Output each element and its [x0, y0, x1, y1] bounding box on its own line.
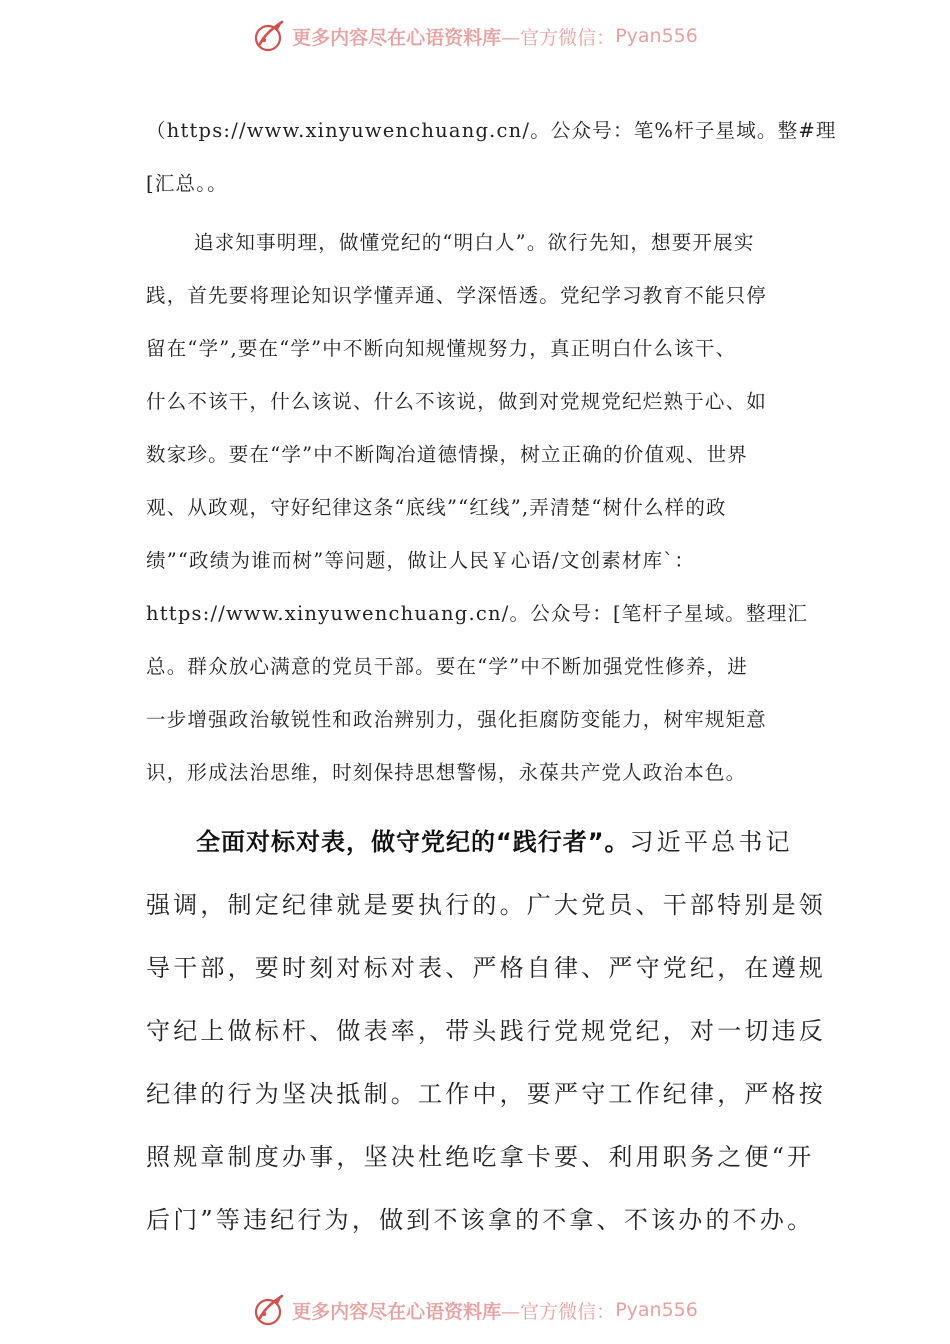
banner-wechat-id: Pyan556 — [615, 1299, 698, 1321]
text-line: 总。群众放心满意的党员干部。要在“学”中不断加强党性修养，进 — [146, 655, 748, 678]
text-line: 强调，制定纪律就是要执行的。广大党员、干部特别是领 — [146, 891, 826, 919]
banner-title: 更多内容尽在心语资料库 — [292, 26, 502, 49]
text-line: 留在“学”,要在“学”中不断向知规懂规努力，真正明白什么该干、 — [146, 337, 737, 360]
header-banner — [0, 14, 950, 58]
banner-title: 更多内容尽在心语资料库 — [292, 1300, 502, 1323]
text-line: 绩”“政绩为谁而树”等问题，做让人民￥心语/文创素材库`： — [146, 549, 696, 572]
text-line: 导干部，要时刻对标对表、严格自律、严守党纪，在遵规 — [146, 954, 826, 982]
text-line: https://www.xinyuwenchuang.cn/。公众号：[笔杆子星域。整理汇 — [146, 602, 809, 625]
text-line: 什么不该干，什么该说、什么不该说，做到对党规党纪烂熟于心、如 — [146, 390, 768, 413]
text-line: 观、从政观，守好纪律这条“底线”“红线”,弄清楚“树什么样的政 — [146, 496, 727, 519]
text-line: [汇总。。 — [146, 172, 228, 195]
paragraph-heading: 全面对标对表，做守党纪的“践行者”。 — [196, 828, 630, 856]
text-line: 守纪上做标杆、做表率，带头践行党规党纪，对一切违反 — [146, 1017, 826, 1045]
text-line: 识，形成法治思维，时刻保持思想警惕，永葆共产党人政治本色。 — [146, 761, 747, 784]
paragraph-practice-discipline — [146, 811, 826, 1252]
pen-logo-icon — [252, 1292, 288, 1328]
intro-paragraph — [146, 104, 837, 210]
footer-banner — [0, 1288, 950, 1332]
banner-wechat-id: Pyan556 — [615, 25, 698, 47]
paragraph-understand-discipline — [146, 216, 814, 799]
text-line: （https://www.xinyuwenchuang.cn/。公众号：笔%杆子星域。整#理 — [146, 119, 837, 142]
text-line: 数家珍。要在“学”中不断陶冶道德情操，树立正确的价值观、世界 — [146, 443, 748, 466]
pen-logo-icon — [252, 18, 288, 54]
text-fragment: 习近平总书记 — [629, 828, 793, 856]
text-line: 践，首先要将理论知识学懂弄通、学深悟透。党纪学习教育不能只停 — [146, 284, 768, 307]
text-line: 照规章制度办事，坚决杜绝吃拿卡要、利用职务之便“开 — [146, 1143, 815, 1171]
banner-subtitle: —官方微信： — [501, 26, 616, 49]
text-line: 后门”等违纪行为，做到不该拿的不拿、不该办的不办。 — [146, 1206, 815, 1234]
text-line: 追求知事明理，做懂党纪的“明白人”。欲行先知，想要开展实 — [194, 231, 755, 254]
text-line — [146, 811, 814, 874]
document-body — [146, 104, 837, 1252]
banner-subtitle: —官方微信： — [501, 1300, 616, 1323]
text-line: 纪律的行为坚决抵制。工作中，要严守工作纪律，严格按 — [146, 1080, 826, 1108]
text-line: 一步增强政治敏锐性和政治辨别力，强化拒腐防变能力，树牢规矩意 — [146, 708, 768, 731]
